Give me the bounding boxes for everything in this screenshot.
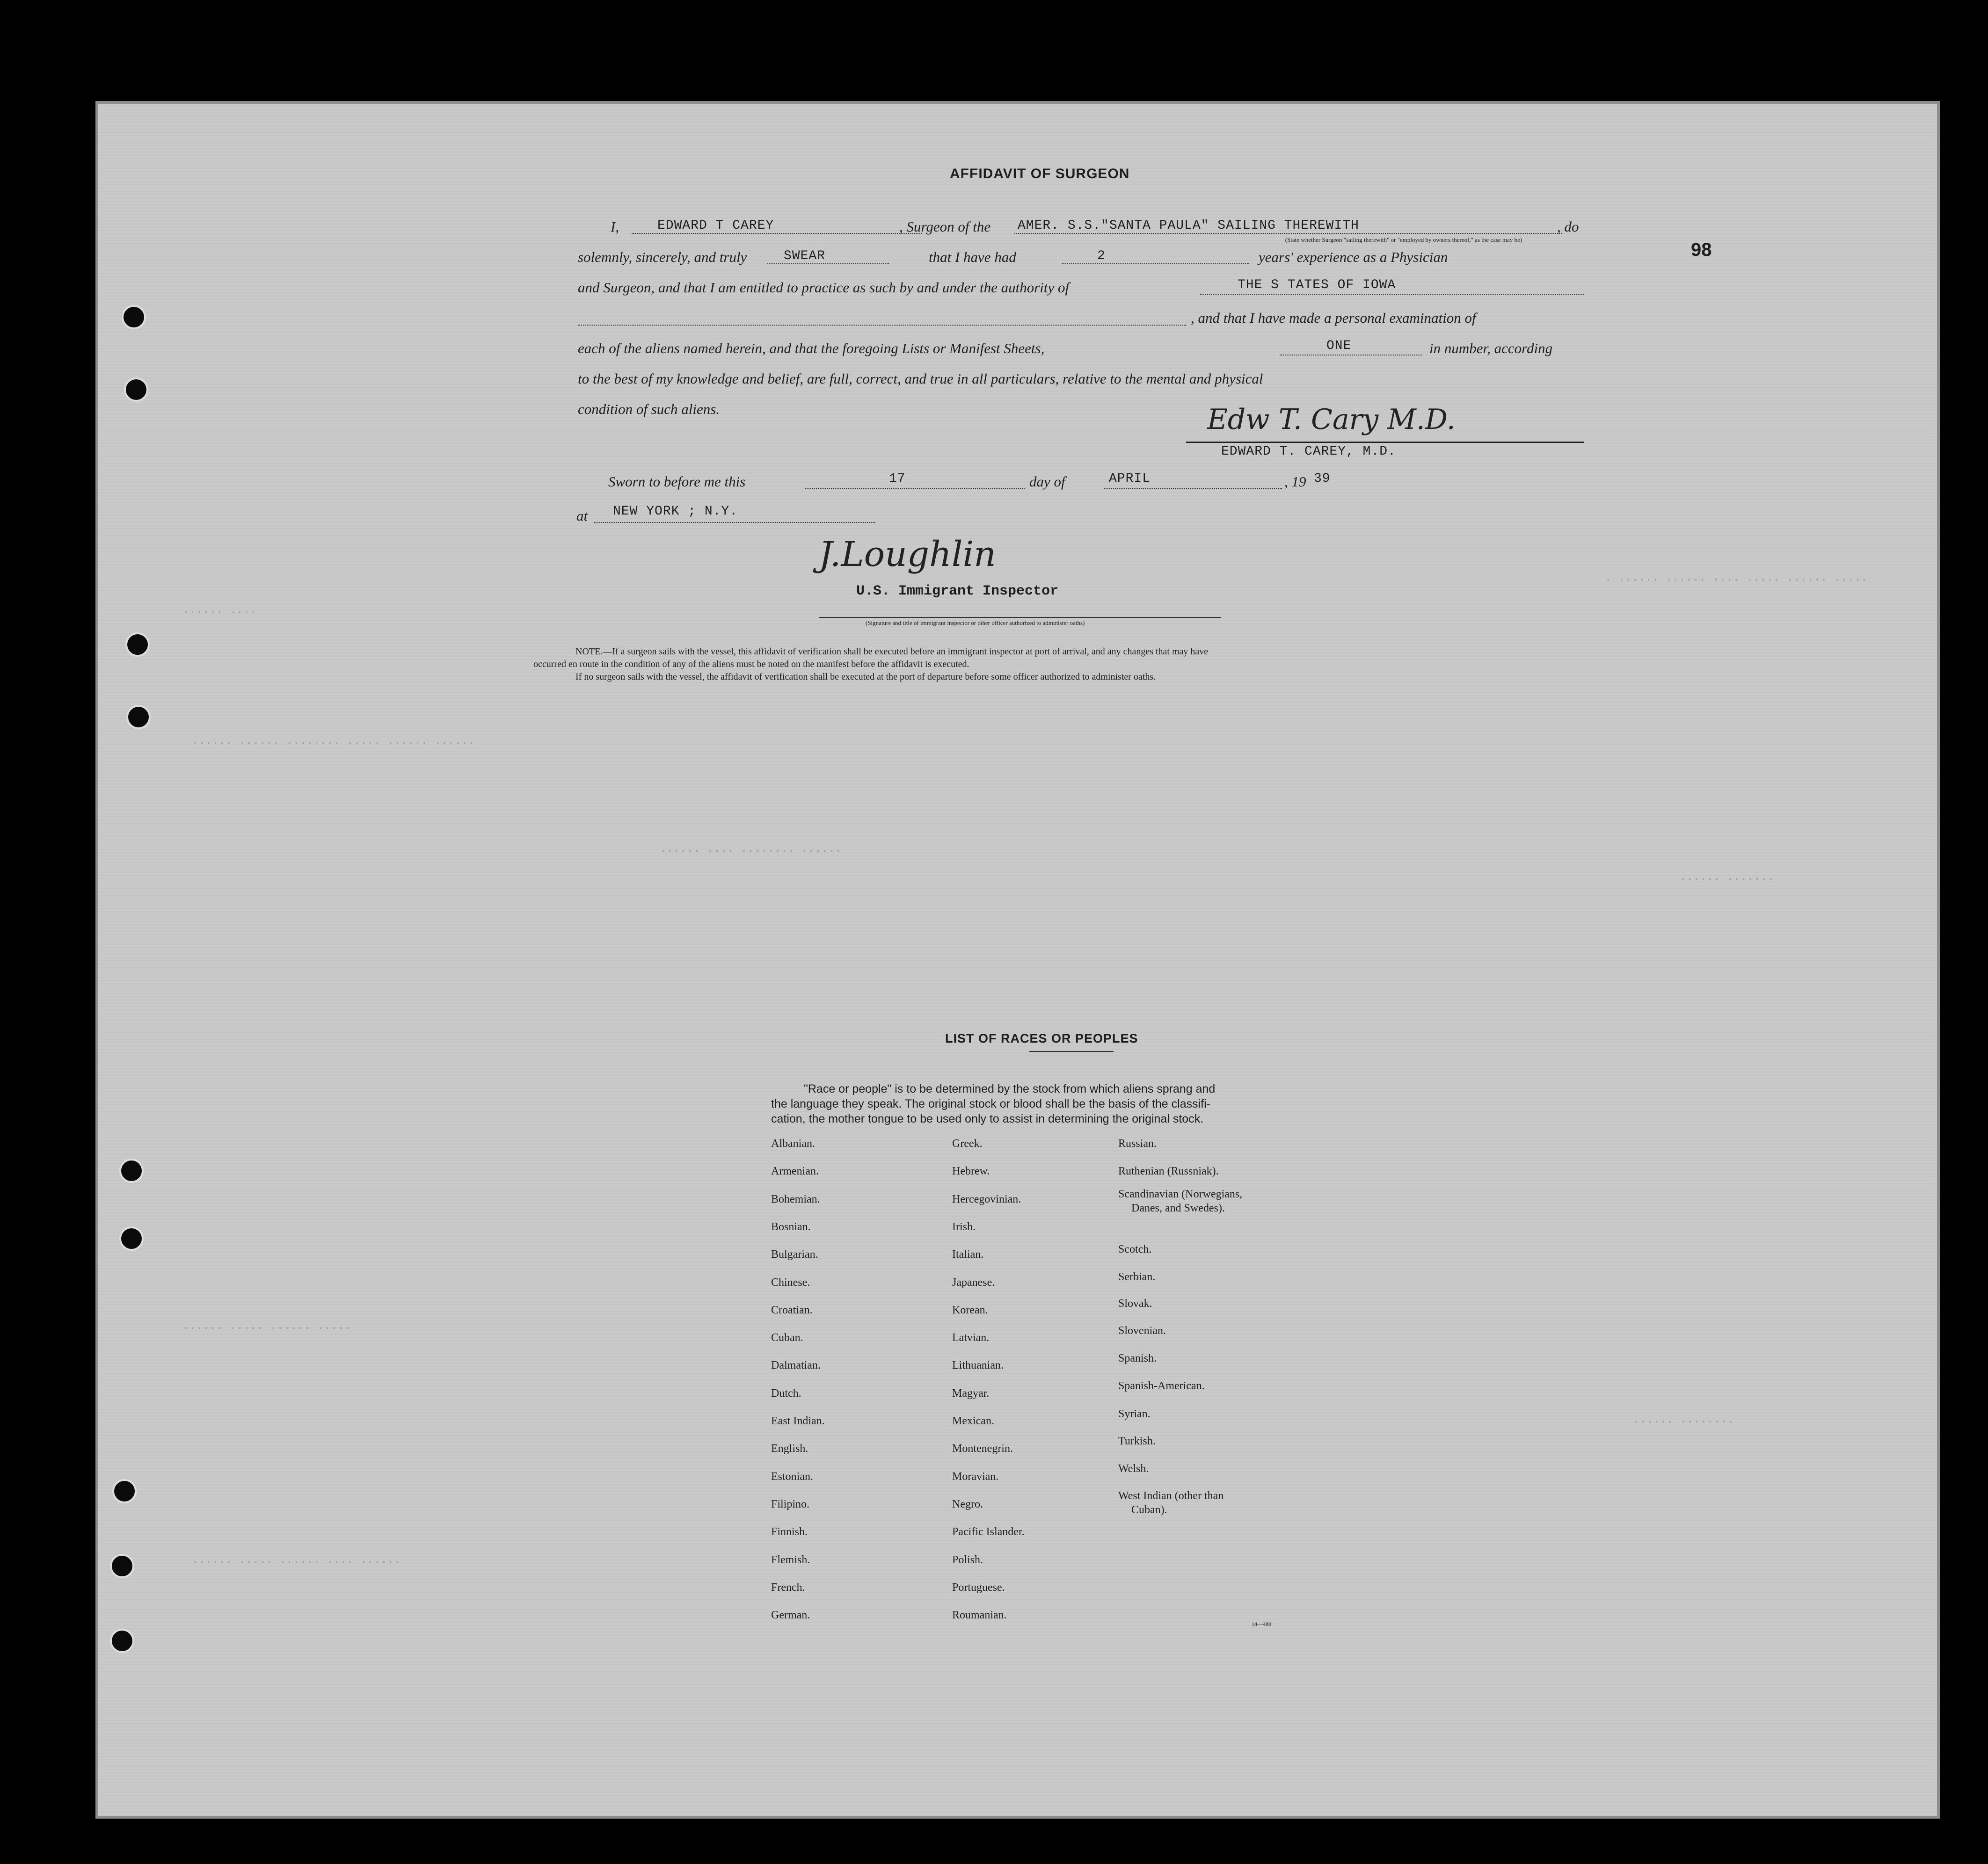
race-entry: Dalmatian. xyxy=(771,1359,821,1372)
surgeon-typed-name: EDWARD T. CAREY, M.D. xyxy=(1221,444,1396,459)
race-entry: Russian. xyxy=(1118,1138,1157,1150)
race-entry: Slovenian. xyxy=(1118,1325,1166,1337)
licensing-authority: THE S TATES OF IOWA xyxy=(1238,278,1396,292)
affidavit-text: I, xyxy=(611,218,619,235)
sworn-month: APRIL xyxy=(1109,471,1151,486)
race-entry: Dutch. xyxy=(771,1387,801,1400)
race-entry: Turkish. xyxy=(1118,1435,1156,1447)
races-title: LIST OF RACES OR PEOPLES xyxy=(945,1031,1138,1045)
sworn-day-line xyxy=(805,488,1025,489)
affidavit-text: each of the aliens named herein, and that the foregoing Lists or Manifest Sheets, xyxy=(578,340,1045,356)
race-entry: Negro. xyxy=(952,1498,983,1510)
authority-line xyxy=(1200,294,1584,295)
authority-continuation-line xyxy=(578,325,1186,326)
race-entry: French. xyxy=(771,1581,805,1594)
affidavit-text: Sworn to before me this xyxy=(608,473,746,490)
vessel-name: AMER. S.S."SANTA PAULA" SAILING THEREWITH xyxy=(1018,218,1359,233)
years-line xyxy=(1062,263,1249,264)
binder-hole xyxy=(125,632,150,657)
affidavit-text: in number, according xyxy=(1429,340,1553,356)
race-entry: Finnish. xyxy=(771,1526,808,1538)
affidavit-text: day of xyxy=(1029,473,1065,490)
races-intro-line: "Race or people" is to be determined by the stock from which aliens sprang and xyxy=(804,1082,1216,1095)
race-entry: Bosnian. xyxy=(771,1220,811,1233)
races-intro-line: cation, the mother tongue to be used only to assist in determining the original stock. xyxy=(771,1112,1204,1125)
race-entry: Albanian. xyxy=(771,1138,815,1150)
binder-hole xyxy=(124,377,148,402)
sworn-month-line xyxy=(1104,488,1282,489)
race-entry: Slovak. xyxy=(1118,1298,1152,1310)
race-entry: Japanese. xyxy=(952,1276,995,1289)
inspector-signature: J.Loughlin xyxy=(819,534,996,574)
years-experience: 2 xyxy=(1097,249,1106,263)
affidavit-text: , do xyxy=(1557,218,1579,235)
race-entry: Hercegovinian. xyxy=(952,1193,1021,1205)
affidavit-text: , 19 xyxy=(1284,473,1306,490)
sworn-place: NEW YORK ; N.Y. xyxy=(613,504,738,519)
page-number: 98 xyxy=(1691,239,1712,260)
race-entry: Danes, and Swedes). xyxy=(1131,1202,1225,1214)
race-entry: Serbian. xyxy=(1118,1271,1156,1283)
binder-hole xyxy=(119,1226,144,1251)
race-entry: Magyar. xyxy=(952,1387,990,1400)
race-entry: Mexican. xyxy=(952,1415,994,1427)
race-entry: Chinese. xyxy=(771,1276,810,1289)
note-line: If no surgeon sails with the vessel, the affidavit of verification shall be executed at the port of departure before some officer authorized to administer oaths. xyxy=(575,672,1156,682)
race-entry: Roumanian. xyxy=(952,1609,1007,1622)
affidavit-text: , and that I have made a personal examination of xyxy=(1191,310,1476,326)
affidavit-note xyxy=(533,646,1609,683)
race-entry: Syrian. xyxy=(1118,1408,1151,1420)
surgeon-signature: Edw T. Cary M.D. xyxy=(1207,403,1456,436)
binder-hole xyxy=(126,705,151,729)
race-entry: Flemish. xyxy=(771,1553,810,1566)
race-entry: Korean. xyxy=(952,1304,988,1316)
race-entry: Portuguese. xyxy=(952,1581,1005,1594)
race-entry: East Indian. xyxy=(771,1415,825,1427)
oath-word: SWEAR xyxy=(784,249,826,263)
race-entry: Bulgarian. xyxy=(771,1248,818,1261)
oath-line xyxy=(767,263,889,264)
affidavit-text: that I have had xyxy=(929,249,1016,265)
race-entry: Moravian. xyxy=(952,1470,999,1483)
races-title-rule xyxy=(1029,1051,1114,1052)
race-entry: Polish. xyxy=(952,1553,983,1566)
race-entry: Pacific Islander. xyxy=(952,1526,1025,1538)
race-entry: Welsh. xyxy=(1118,1463,1149,1475)
race-entry: German. xyxy=(771,1609,810,1622)
sheet-count: ONE xyxy=(1326,339,1352,353)
race-entry: Hebrew. xyxy=(952,1165,990,1178)
note-line: occurred en route in the condition of any of the aliens must be noted on the manifest before the affidavit is executed. xyxy=(533,659,969,669)
race-entry: Estonian. xyxy=(771,1470,813,1483)
sworn-day: 17 xyxy=(889,471,906,486)
race-entry: Ruthenian (Russniak). xyxy=(1118,1165,1219,1177)
inspector-line xyxy=(819,617,1221,618)
race-entry: Scotch. xyxy=(1118,1243,1152,1255)
race-entry: Armenian. xyxy=(771,1165,819,1178)
race-entry: Croatian. xyxy=(771,1304,813,1316)
race-entry: Latvian. xyxy=(952,1332,990,1344)
affidavit-text: , Surgeon of the xyxy=(899,218,991,235)
binder-hole xyxy=(122,305,146,329)
affidavit-title: AFFIDAVIT OF SURGEON xyxy=(950,166,1130,181)
race-entry: Spanish. xyxy=(1118,1352,1157,1364)
race-entry: West Indian (other than xyxy=(1118,1490,1224,1502)
race-entry: Italian. xyxy=(952,1248,984,1261)
race-entry: Irish. xyxy=(952,1220,976,1233)
race-entry: Cuban. xyxy=(771,1332,803,1344)
race-entry: Montenegrin. xyxy=(952,1443,1013,1455)
inspector-title: U.S. Immigrant Inspector xyxy=(856,583,1059,599)
vessel-line xyxy=(1014,233,1562,234)
place-line xyxy=(594,522,875,523)
race-entry: Scandinavian (Norwegians, xyxy=(1118,1188,1243,1200)
affidavit-text: and Surgeon, and that I am entitled to practice as such by and under the authority of xyxy=(578,279,1070,296)
surgeon-name-line xyxy=(632,233,922,234)
affidavit-text: solemnly, sincerely, and truly xyxy=(578,249,747,265)
binder-hole xyxy=(110,1554,134,1578)
race-entry: Spanish-American. xyxy=(1118,1380,1205,1392)
affidavit-text: to the best of my knowledge and belief, are full, correct, and true in all particulars, relative to the mental and physical xyxy=(578,370,1263,387)
races-intro xyxy=(771,1081,1215,1126)
race-entry: Greek. xyxy=(952,1138,983,1150)
note-line: NOTE.—If a surgeon sails with the vessel, this affidavit of verification shall be executed before an immigrant inspector at port of arrival, and any changes that may have xyxy=(575,646,1209,657)
binder-hole xyxy=(112,1479,137,1503)
inspector-instruction: (Signature and title of immigrant inspector or other officer authorized to administer oaths) xyxy=(866,619,1085,626)
affidavit-text: years' experience as a Physician xyxy=(1259,249,1448,265)
surgeon-name: EDWARD T CAREY xyxy=(657,218,774,233)
manifest-sheet: ...... .... . ...... ...... .... ..... ...... ..... ...... ...... ........ ..... ...... ...... ...... .... ........ ...... ...... ....... ...... ..... ...... ..... ...... ........ ...... ..... ...... .... ...... 98 AFFIDAVIT OF SURGEON I, EDWARD T CAREY , Surgeon of the AMER. S.S."SANTA PAULA" SAILING THEREWITH , do (State whether Surgeon "sailing therewith" or "employed by owners thereof," as the case may be) solemnly, sincerely, and truly SWEAR that I have had 2 years' experience as a Physician and Surgeon, and that I am entitled to practice as such by and under the authority of THE S TATES OF IOWA , and that I have made a personal examination of each of the aliens named herein, and that the foregoing Lists or Manifest Sheets, ONE in number, according to the best of my knowledge and belief, are full, correct, and true in all particulars, relative to the mental and physical condition of such aliens. Edw T. Cary M.D. EDWARD T. CAREY, M.D. Sworn to before me this 17 day of APRIL , 19 39 at NEW YORK ; N.Y. J.Loughlin U.S. Immigrant Inspector (Signature and title of immigrant inspector or other officer authorized to administer oaths) NOTE.—If a surgeon sails with the vessel, this affidavit of verification shall be executed before an immigrant inspector at port of arrival, and any changes that may have occurred en route in the condition of any of the aliens must be noted on the manifest before the affidavit is executed. If no surgeon sails with the vessel, the affidavit of verification shall be executed at the port of departure before some officer authorized to administer oaths. LIST OF RACES OR PEOPLES "Race or people" is to be determined by the stock from which aliens sprang and the language they speak. The original stock or blood shall be the basis of the classifi- cation, the mother tongue to be used only to assist in determining the original stock. Albanian. Armenian. Bohemian. Bosnian. Bulgarian. Chinese. Croatian. Cuban. Dalmatian. Dutch. East Indian. English. Estonian. Filipino. Finnish. Flemish. French. German. Greek. Hebrew. Hercegovinian. Irish. Italian. Japanese. Korean. Latvian. Lithuanian. Magyar. Mexican. Montenegrin. Moravian. Negro. Pacific Islander. Polish. Portuguese. Roumanian. Russian. Ruthenian (Russniak). Scandinavian (Norwegians, Danes, and Swedes). Scotch. Serbian. Slovak. Slovenian. Spanish. Spanish-American. Syrian. Turkish. Welsh. West Indian (other than Cuban). 14—480 xyxy=(98,104,1937,1816)
race-entry: Filipino. xyxy=(771,1498,810,1510)
vessel-instruction: (State whether Surgeon "sailing therewith" or "employed by owners thereof," as the case may be) xyxy=(1285,236,1522,243)
race-entry: Cuban). xyxy=(1131,1504,1167,1516)
race-entry: Bohemian. xyxy=(771,1193,820,1205)
affidavit-text: condition of such aliens. xyxy=(578,401,720,417)
binder-hole xyxy=(110,1629,134,1653)
binder-hole xyxy=(119,1159,144,1183)
affidavit-text: at xyxy=(576,508,588,524)
races-intro-line: the language they speak. The original stock or blood shall be the basis of the classifi- xyxy=(771,1097,1210,1110)
form-number: 14—480 xyxy=(1252,1621,1271,1627)
race-entry: English. xyxy=(771,1443,808,1455)
sworn-year: 39 xyxy=(1314,471,1331,486)
race-entry: Lithuanian. xyxy=(952,1359,1004,1372)
signature-line xyxy=(1186,442,1584,443)
